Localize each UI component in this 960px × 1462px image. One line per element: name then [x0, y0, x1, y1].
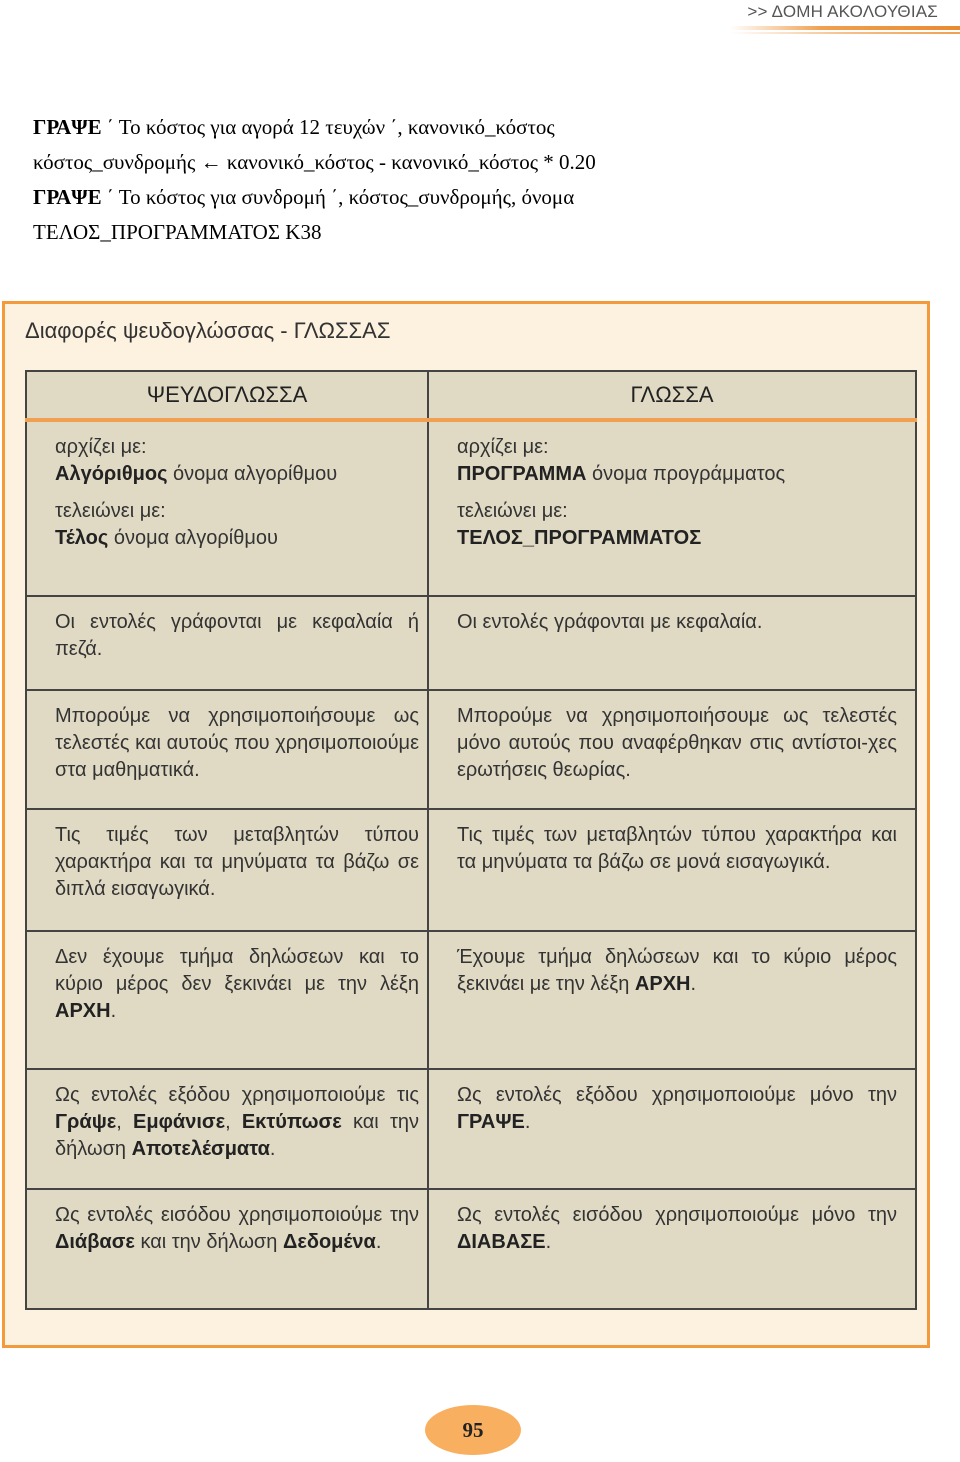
- table-row: [26, 1069, 916, 1189]
- code-snippet: [33, 110, 596, 250]
- differences-box: [2, 301, 930, 1348]
- cell-text: όνομα προγράμματος: [586, 463, 786, 485]
- table-cell: [26, 931, 428, 1069]
- page-number: 95: [425, 1405, 521, 1455]
- table-cell: Τις τιμές των μεταβλητών τύπου χαρακτήρα και τα μηνύματα τα βάζω σε μονά εισαγωγικά.: [428, 809, 916, 931]
- cell-text: Ως εντολές εξόδου χρησιμοποιούμε μόνο την: [457, 1084, 897, 1106]
- cell-text: Δεν έχουμε τμήμα δηλώσεων και το κύριο μέρος δεν ξεκινάει με την λέξη: [55, 946, 419, 995]
- table-cell: Οι εντολές γράφονται με κεφαλαία.: [428, 596, 916, 690]
- keyword: ΑΡΧΗ: [634, 973, 691, 995]
- cell-text: και την δήλωση: [134, 1231, 283, 1253]
- cell-text: .: [545, 1231, 552, 1253]
- cell-text: και την δήλωση: [55, 1111, 419, 1160]
- code-line: [33, 110, 596, 145]
- column-header-pseudolanguage: ΨΕΥΔΟΓΛΩΣΣΑ: [26, 371, 428, 420]
- code-line: [33, 180, 596, 215]
- table-cell: Μπορούμε να χρησιμοποιήσουμε ως τελεστές και αυτούς που χρησιμοποιούμε στα μαθηματικά.: [26, 690, 428, 809]
- code-text: ΄ Το κόστος για αγορά 12 τευχών ΄, κανονικό_κόστος: [101, 115, 555, 139]
- cell-text: Ως εντολές εξόδου χρησιμοποιούμε τις: [55, 1084, 419, 1106]
- table-row: [26, 931, 916, 1069]
- code-keyword: ΓΡΑΨΕ: [33, 115, 102, 139]
- cell-text: ,: [225, 1111, 242, 1133]
- keyword: Γράψε: [55, 1111, 117, 1133]
- keyword: Εμφάνισε: [133, 1111, 226, 1133]
- table-cell: Μπορούμε να χρησιμοποιήσουμε ως τελεστές μόνο αυτούς που αναφέρθηκαν στις αντίστοι-χες ερωτήσεις θεωρίας.: [428, 690, 916, 809]
- table-row: [26, 1189, 916, 1309]
- table-cell: [428, 420, 916, 596]
- keyword: ΠΡΟΓΡΑΜΜΑ: [457, 463, 587, 485]
- keyword: Διάβασε: [55, 1231, 135, 1253]
- keyword: ΤΕΛΟΣ_ΠΡΟΓΡΑΜΜΑΤΟΣ: [457, 527, 702, 549]
- cell-text: .: [269, 1138, 276, 1160]
- cell-text: .: [690, 973, 697, 995]
- cell-text: αρχίζει με:: [457, 436, 549, 458]
- keyword: ΔΙΑΒΑΣΕ: [457, 1231, 546, 1253]
- table-row: [26, 596, 916, 690]
- keyword: ΑΡΧΗ: [55, 1000, 111, 1022]
- keyword: Εκτύπωσε: [241, 1111, 342, 1133]
- cell-text: .: [524, 1111, 531, 1133]
- keyword: Τέλος: [55, 527, 109, 549]
- cell-text: τελειώνει με:: [457, 500, 568, 522]
- cell-text: όνομα αλγορίθμου: [167, 463, 338, 485]
- cell-text: ,: [116, 1111, 134, 1133]
- table-row: [26, 420, 916, 596]
- cell-text: Έχουμε τμήμα δηλώσεων και το κύριο μέρος ξεκινάει με την λέξη: [457, 946, 897, 995]
- keyword: Αποτελέσματα: [131, 1138, 270, 1160]
- code-text: ΄ Το κόστος για συνδρομή ΄, κόστος_συνδρομής, όνομα: [101, 185, 575, 209]
- keyword: Αλγόριθμος: [55, 463, 168, 485]
- column-header-language: ΓΛΩΣΣΑ: [428, 371, 916, 420]
- cell-text: τελειώνει με:: [55, 500, 166, 522]
- comparison-table: [25, 370, 917, 1310]
- cell-text: Ως εντολές εισόδου χρησιμοποιούμε την: [55, 1204, 419, 1226]
- table-cell: Οι εντολές γράφονται με κεφαλαία ή πεζά.: [26, 596, 428, 690]
- section-nav-label: >> ΔΟΜΗ ΑΚΟΛΟΥΘΙΑΣ: [747, 2, 938, 21]
- header-accent-line-secondary: [730, 32, 960, 34]
- code-line: κόστος_συνδρομής ← κανονικό_κόστος - κανονικό_κόστος * 0.20: [33, 150, 596, 174]
- keyword: Δεδομένα: [282, 1231, 376, 1253]
- table-cell: [428, 931, 916, 1069]
- cell-text: όνομα αλγορίθμου: [108, 527, 278, 549]
- table-cell: [428, 1189, 916, 1309]
- header-accent-line: [730, 26, 960, 30]
- cell-text: Ως εντολές εισόδου χρησιμοποιούμε μόνο την: [457, 1204, 897, 1226]
- box-title: Διαφορές ψευδογλώσσας - ΓΛΩΣΣΑΣ: [25, 318, 391, 343]
- keyword: ΓΡΑΨΕ: [457, 1111, 525, 1133]
- table-row: [26, 690, 916, 809]
- table-cell: Τις τιμές των μεταβλητών τύπου χαρακτήρα και τα μηνύματα τα βάζω σε διπλά εισαγωγικά.: [26, 809, 428, 931]
- cell-text: .: [375, 1231, 382, 1253]
- code-keyword: ΓΡΑΨΕ: [33, 185, 102, 209]
- cell-text: .: [110, 1000, 117, 1022]
- table-cell: [26, 1069, 428, 1189]
- code-line: ΤΕΛΟΣ_ΠΡΟΓΡΑΜΜΑΤΟΣ Κ38: [33, 220, 322, 244]
- table-header-row: [26, 371, 916, 420]
- table-cell: [26, 1189, 428, 1309]
- table-row: [26, 809, 916, 931]
- table-cell: [428, 1069, 916, 1189]
- table-cell: [26, 420, 428, 596]
- cell-text: αρχίζει με:: [55, 436, 147, 458]
